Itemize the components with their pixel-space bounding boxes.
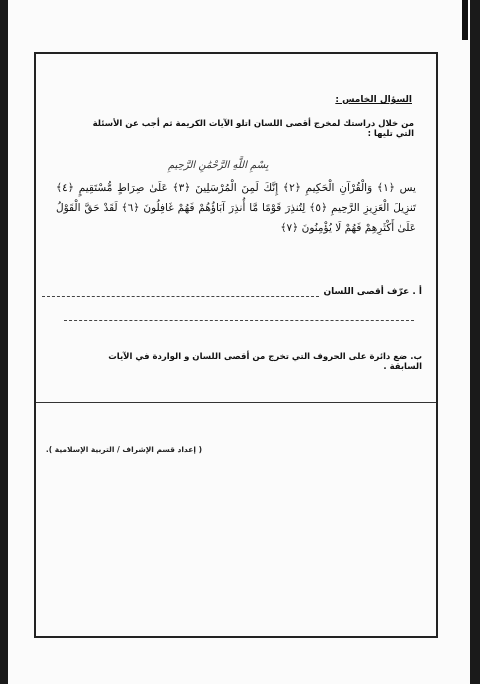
answer-line-1[interactable] xyxy=(42,288,319,297)
quran-verses: يس ﴿١﴾ وَالْقُرْآنِ الْحَكِيمِ ﴿٢﴾ إِنَّكَ لَمِنَ الْمُرْسَلِينَ ﴿٣﴾ عَلَىٰ صِرَاطٍ مُّسْتَقِيمٍ ﴿٤﴾ تَنزِيلَ الْعَزِيزِ الرَّحِيمِ ﴿٥﴾ لِتُنذِرَ قَوْمًا مَّا أُنذِرَ آبَاؤُهُمْ فَهُمْ غَافِلُونَ ﴿٦﴾ لَقَدْ حَقَّ الْقَوْلُ عَلَىٰ أَكْثَرِهِمْ فَهُمْ لَا يُؤْمِنُونَ ﴿٧﴾ xyxy=(56,182,416,234)
part-a-label: أ . عرّف أقصى اللسان xyxy=(323,287,422,297)
question-intro: من خلال دراستك لمخرج أقصى اللسان اتلو الآيات الكريمة ثم أجب عن الأسئلة التي تليها : xyxy=(92,119,414,139)
page-border xyxy=(34,52,438,638)
part-a-question xyxy=(42,287,422,297)
worksheet-page xyxy=(8,0,470,684)
answer-line-2[interactable] xyxy=(64,320,414,321)
question-title: السؤال الخامس : xyxy=(335,95,412,105)
part-b-question: ب. ضع دائرة على الحروف التي تخرج من أقصى اللسان و الواردة في الآيات السابقة . xyxy=(108,352,422,372)
basmala: بِسْمِ اللَّهِ الرَّحْمَٰنِ الرَّحِيمِ xyxy=(168,160,269,171)
prepared-by-note: ( إعداد قسم الإشراف / التربية الإسلامية ). xyxy=(45,445,202,454)
section-divider xyxy=(36,402,436,403)
scan-edge-mark xyxy=(462,0,468,40)
